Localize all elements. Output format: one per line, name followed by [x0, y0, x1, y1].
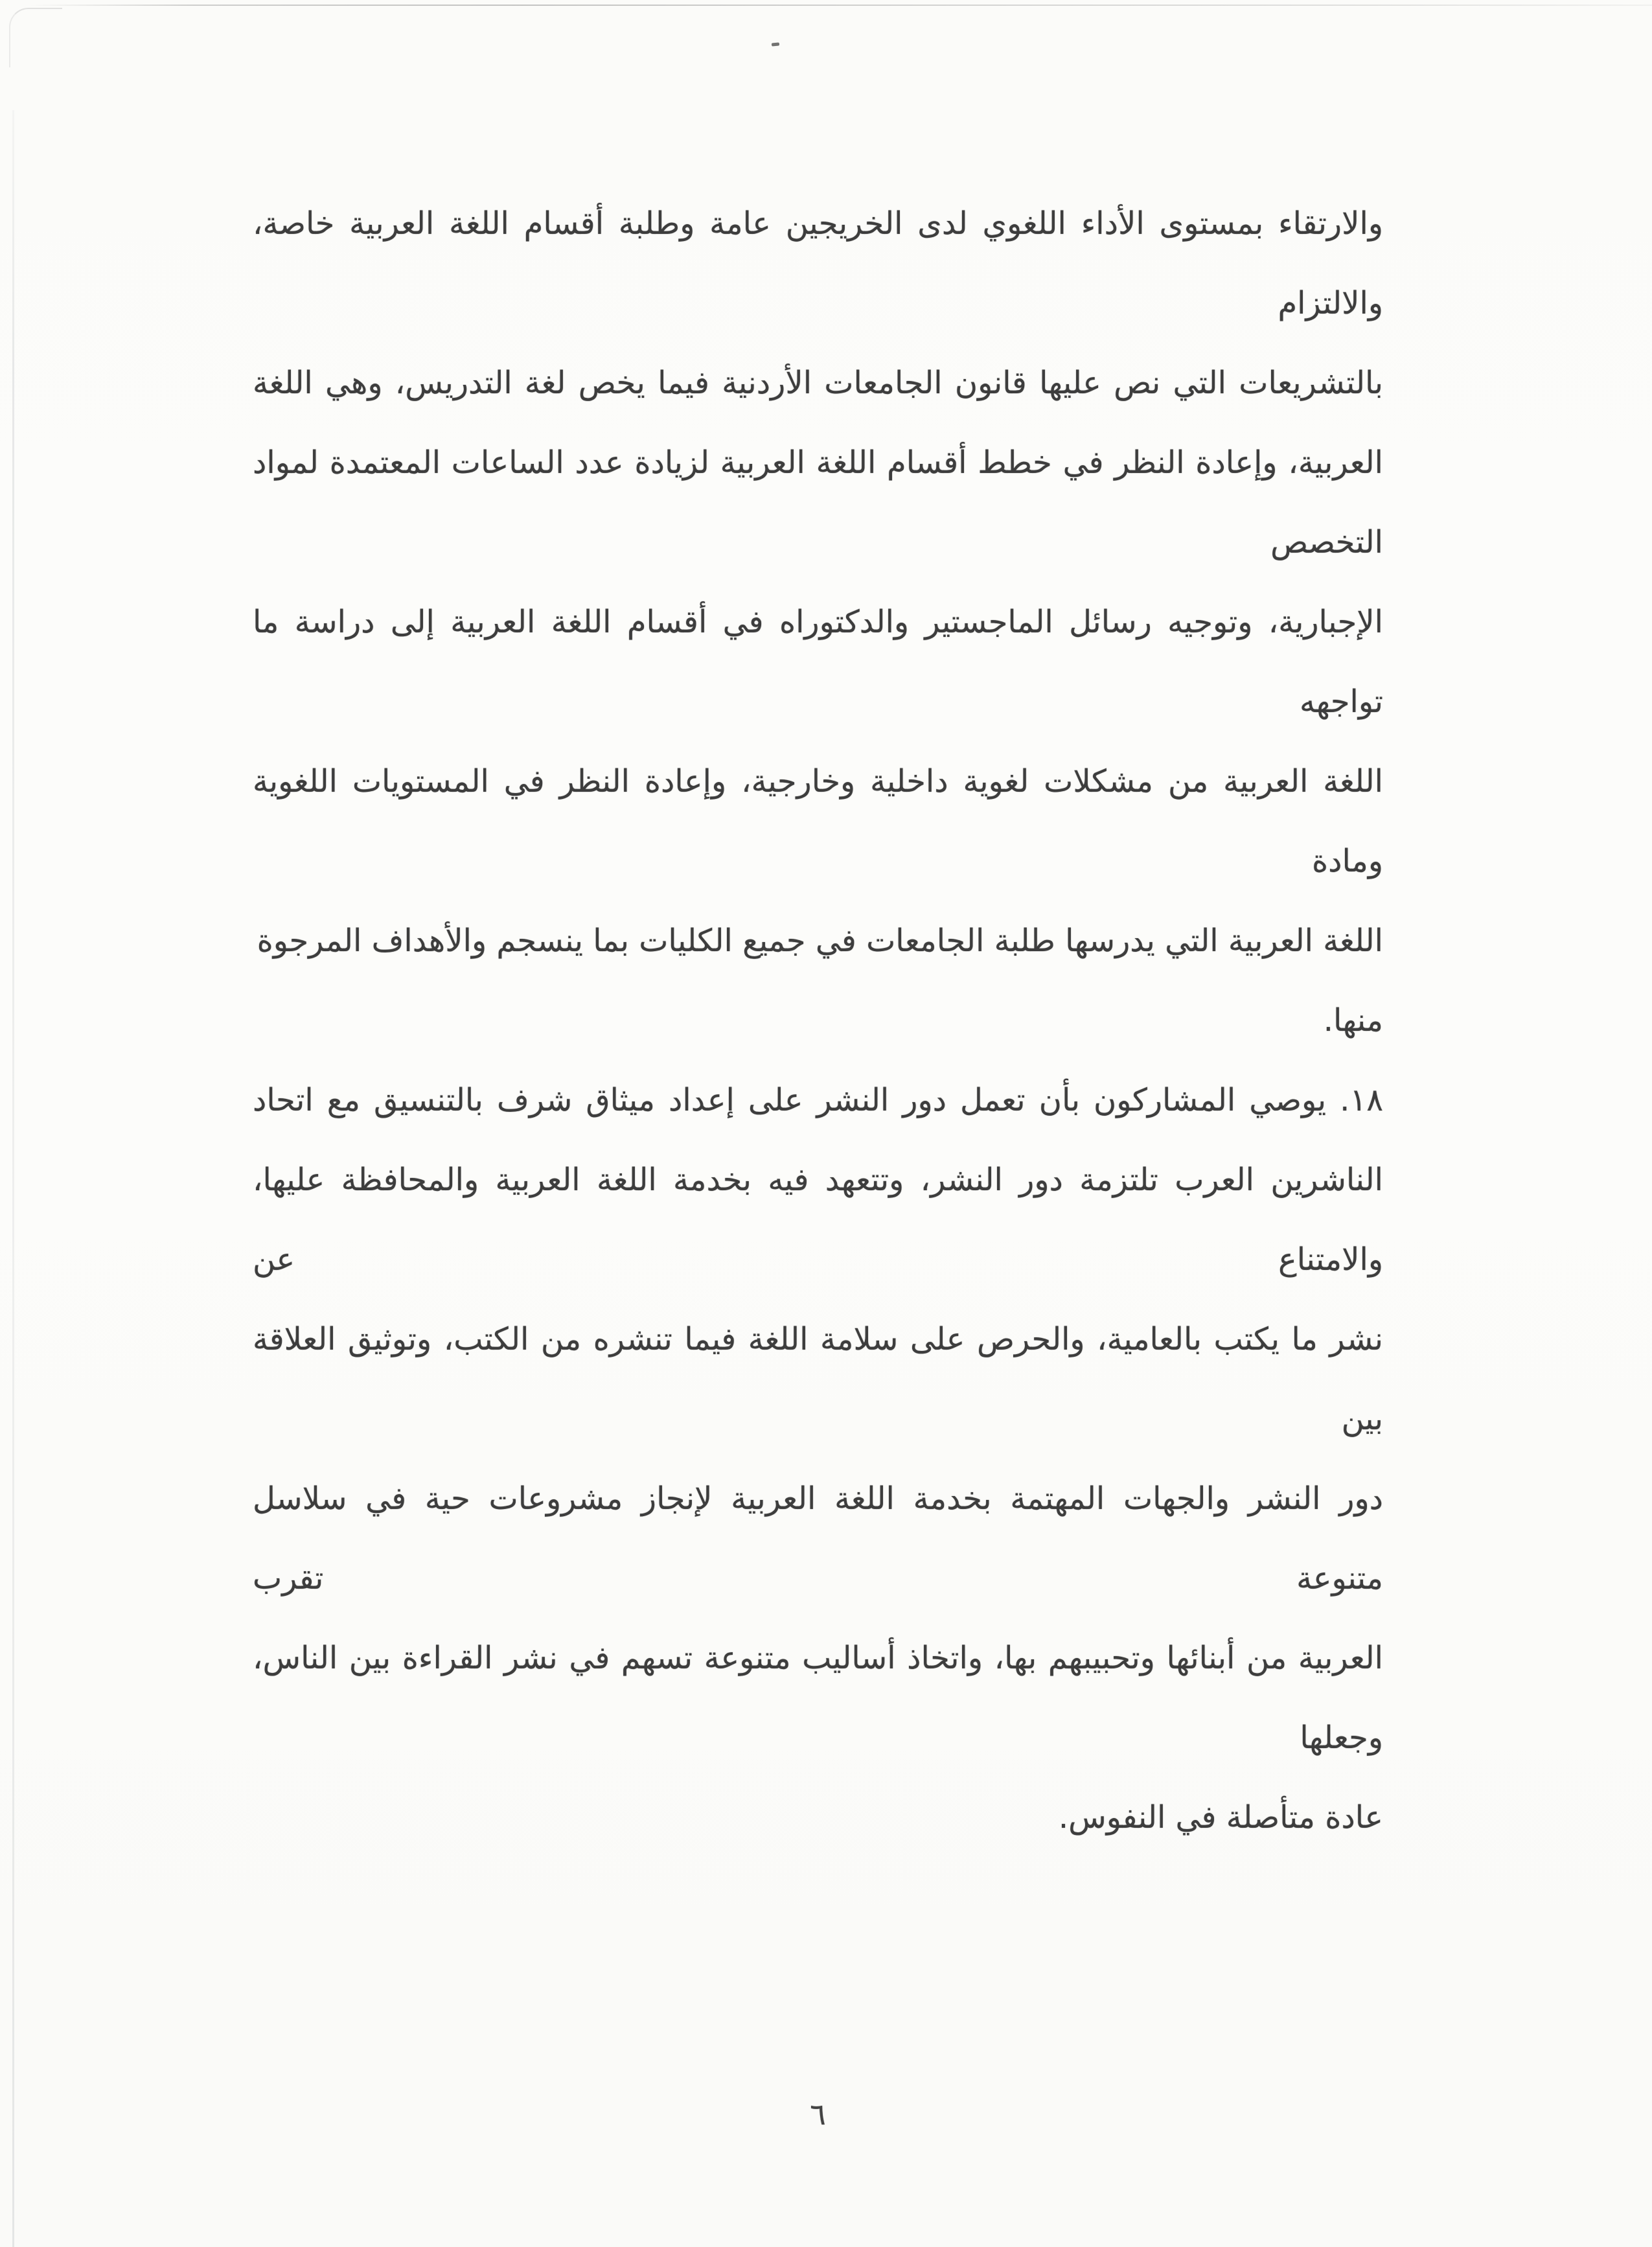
- scan-top-edge-artifact: [30, 5, 1652, 6]
- text-line: الإجبارية، وتوجيه رسائل الماجستير والدكتوراه في أقسام اللغة العربية إلى دراسة ما تواجهه: [253, 604, 1383, 720]
- text-line: دور النشر والجهات المهتمة بخدمة اللغة العربية لإنجاز مشروعات حية في سلاسل متنوعة تقرب: [253, 1481, 1383, 1596]
- scan-speck-artifact: [772, 42, 779, 46]
- body-text-block: [253, 184, 1383, 1858]
- text-line: نشر ما يكتب بالعامية، والحرص على سلامة اللغة فيما تنشره من الكتب، وتوثيق العلاقة بين: [253, 1321, 1383, 1437]
- page-number: ٦: [810, 2097, 826, 2132]
- scan-left-edge-artifact: [12, 110, 14, 2247]
- text-line: اللغة العربية من مشكلات لغوية داخلية وخارجية، وإعادة النظر في المستويات اللغوية ومادة: [253, 763, 1383, 879]
- text-line-paragraph-end: اللغة العربية التي يدرسها طلبة الجامعات في جميع الكليات بما ينسجم والأهداف المرجوة منها.: [257, 923, 1383, 1039]
- text-line: العربية، وإعادة النظر في خطط أقسام اللغة العربية لزيادة عدد الساعات المعتمدة لمواد التخصص: [253, 444, 1383, 560]
- text-line-paragraph-end: عادة متأصلة في النفوس.: [1058, 1799, 1383, 1836]
- text-line: العربية من أبنائها وتحبيبهم بها، واتخاذ أساليب متنوعة تسهم في نشر القراءة بين الناس، وجعلها: [253, 1640, 1383, 1756]
- text-line: بالتشريعات التي نص عليها قانون الجامعات الأردنية فيما يخص لغة التدريس، وهي اللغة: [253, 365, 1383, 401]
- text-line: الناشرين العرب تلتزمة دور النشر، وتتعهد فيه بخدمة اللغة العربية والمحافظة عليها، والامتناع عن: [253, 1162, 1383, 1278]
- text-line: والارتقاء بمستوى الأداء اللغوي لدى الخريجين عامة وطلبة أقسام اللغة العربية خاصة، والالتزام: [253, 205, 1383, 321]
- scan-corner-artifact: [9, 8, 62, 67]
- text-line-item-18-start: ١٨. يوصي المشاركون بأن تعمل دور النشر على إعداد ميثاق شرف بالتنسيق مع اتحاد: [253, 1082, 1383, 1118]
